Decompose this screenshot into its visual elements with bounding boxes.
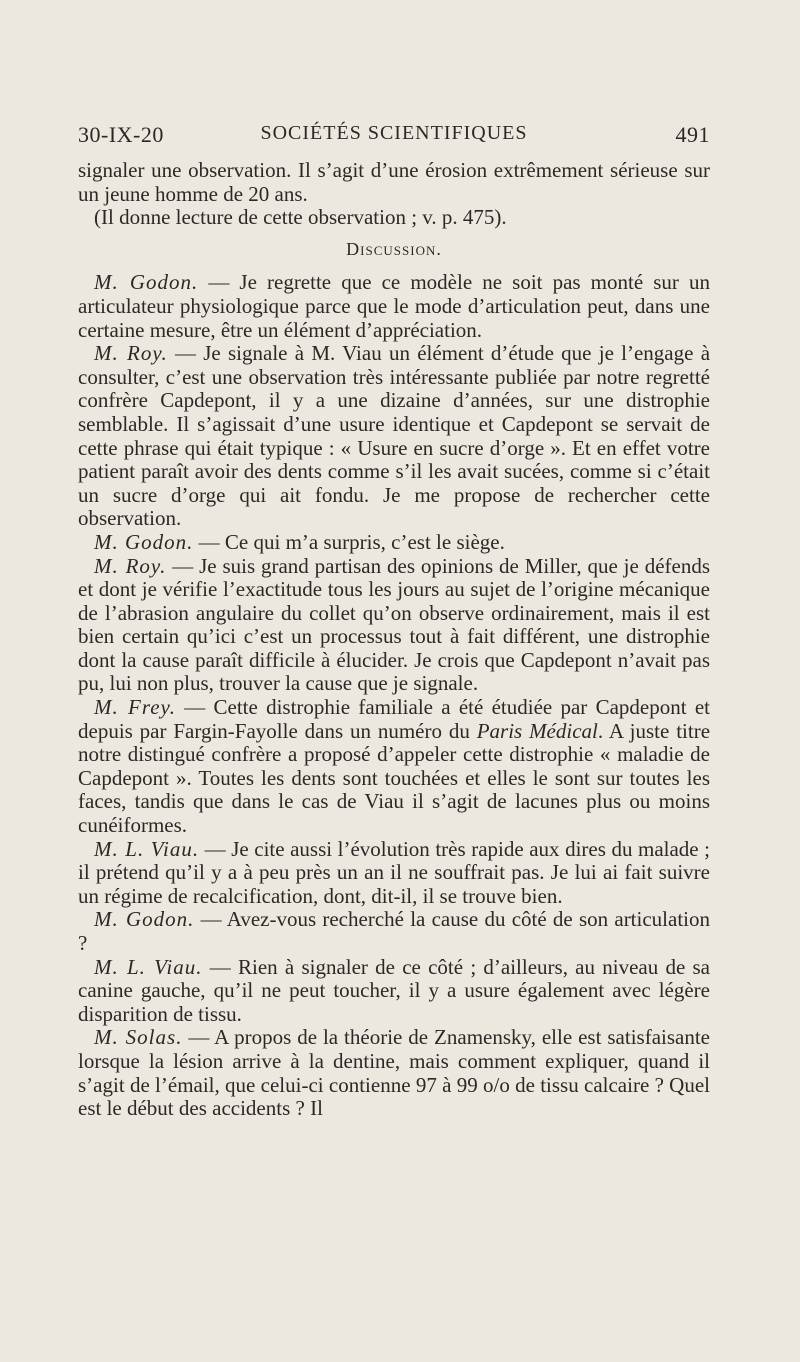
paragraph xyxy=(78,271,710,342)
speaker-name: M. Solas. xyxy=(94,1025,183,1050)
speaker-name: M. Frey. xyxy=(94,695,176,720)
header-date: 30-IX-20 xyxy=(78,122,164,147)
paragraph xyxy=(78,908,710,955)
speaker-name: M. L. Viau. xyxy=(94,836,200,861)
journal-title: Paris Médical xyxy=(476,718,598,743)
paragraph-text-cont: . A juste titre notre distingué confrère a proposé d’appeler cette distrophie « maladie de Capdepont ». Toutes les dents sont touchées et elles le sont sur toutes les faces, tandis que dans le cas de Viau il s’agit de lacunes plus ou moins cunéiformes. xyxy=(78,718,711,838)
paragraph xyxy=(78,1026,710,1120)
speaker-name: M. Roy. xyxy=(94,553,167,578)
paragraph-text: — Je signale à M. Viau un élément d’étude que je l’engage à consulter, c’est une observation très intéressante publiée par notre regretté confrère Capdepont, il y a une dizaine d’années, sur une distrophie semblable. Il s’agissait d’une usure identique et Capdepont se servait de cette phrase qui était typique : « Usure en sucre d’orge ». Et en effet votre patient paraît avoir des dents comme s’il les avait sucées, comme si c’était un sucre d’orge qui ait fondu. Je me propose de rechercher cette observation. xyxy=(78,341,711,531)
paragraph-text: — Avez-vous recherché la cause du côté de son articulation ? xyxy=(78,907,710,955)
speaker-name: M. Godon. xyxy=(94,270,199,295)
paragraph-text: — Rien à signaler de ce côté ; d’ailleurs, au niveau de sa canine gauche, qu’il ne peut toucher, il y a usure également avec légère disparition de tissu. xyxy=(78,954,710,1026)
paragraph-text: — Je cite aussi l’évolution très rapide aux dires du malade ; il prétend qu’il y a à peu près un an il ne souffrait pas. Je lui ai fait suivre un régime de recalcification, dont, dit-il, il se trouve bien. xyxy=(78,836,711,908)
paragraph-text: — Cette distrophie familiale a été étudiée par Capdepont et depuis par Fargin-Fayolle dans un numéro du xyxy=(78,695,710,743)
paragraph-text: — Je suis grand partisan des opinions de Miller, que je défends et dont je vérifie l’exactitude tous les jours au sujet de l’origine mécanique de l’abrasion angulaire du collet qu’on observe ordinairement, mais il est bien certain qu’ici c’est un processus tout à fait différent, une distrophie dont la cause paraît difficile à élucider. Je crois que Capdepont n’avait pas pu, lui non plus, trouver la cause que je signale. xyxy=(78,553,711,696)
paragraph: signaler une observation. Il s’agit d’une érosion extrêmement sérieuse sur un jeune homme de 20 ans. xyxy=(78,158,710,206)
paragraph: (Il donne lecture de cette observation ; v. p. 475). xyxy=(94,205,507,230)
speaker-name: M. Godon. xyxy=(94,907,195,932)
running-header xyxy=(78,122,710,152)
paragraph xyxy=(78,838,710,909)
paragraph-text: — A propos de la théorie de Znamensky, elle est satisfaisante lorsque la lésion arrive à la dentine, mais comment expliquer, quand il s’agit de l’émail, que celui-ci contienne 97 à 99 o/o de tissu calcaire ? Quel est le début des accidents ? Il xyxy=(78,1025,710,1121)
page-number: 491 xyxy=(675,122,710,147)
paragraph-text: — Je regrette que ce modèle ne soit pas monté sur un articulateur physiologique parce que le mode d’articulation peut, dans une certaine mesure, être un élément d’appréciation. xyxy=(78,270,710,342)
paragraph xyxy=(78,342,710,531)
paragraph xyxy=(78,555,710,697)
speaker-name: M. Godon. xyxy=(94,529,194,554)
paragraph xyxy=(78,696,710,838)
paragraph xyxy=(78,956,710,1027)
speaker-name: M. Roy. xyxy=(94,341,168,366)
speaker-name: M. L. Viau. xyxy=(94,954,203,979)
section-heading: Discussion. xyxy=(346,238,442,259)
paragraph-text: — Ce qui m’a surpris, c’est le siège. xyxy=(193,529,505,554)
body-text xyxy=(78,159,710,1121)
header-title: SOCIÉTÉS SCIENTIFIQUES xyxy=(260,122,528,144)
paragraph xyxy=(78,531,710,555)
